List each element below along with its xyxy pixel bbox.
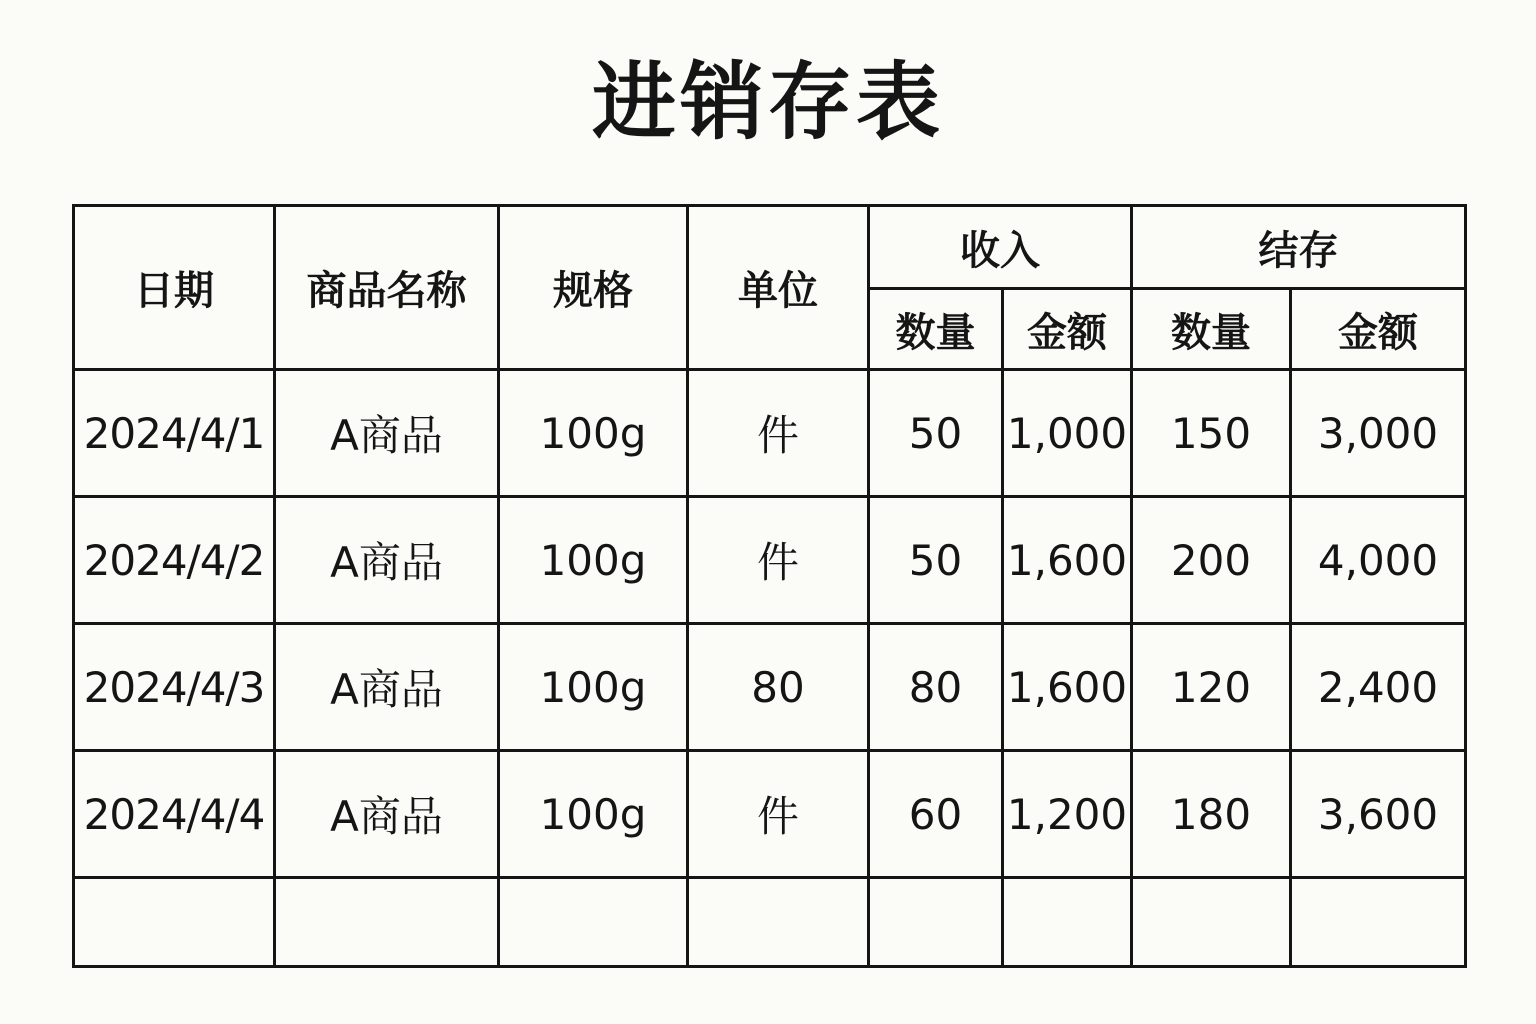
empty-cell [1132,878,1291,967]
cell-unit: 件 [688,497,869,624]
header-date: 日期 [74,206,275,370]
empty-cell [1291,878,1466,967]
cell-date: 2024/4/1 [74,370,275,497]
cell-stock-qty: 180 [1132,751,1291,878]
cell-income-qty: 50 [869,370,1003,497]
cell-date: 2024/4/4 [74,751,275,878]
header-stock-qty: 数量 [1132,289,1291,370]
cell-income-qty: 60 [869,751,1003,878]
cell-stock-amount: 2,400 [1291,624,1466,751]
header-stock: 结存 [1132,206,1466,289]
cell-spec: 100g [499,624,688,751]
empty-cell [74,878,275,967]
empty-cell [1003,878,1132,967]
cell-product: A商品 [275,624,499,751]
cell-spec: 100g [499,497,688,624]
header-spec: 规格 [499,206,688,370]
cell-date: 2024/4/3 [74,624,275,751]
table-row [74,370,1466,497]
header-income: 收入 [869,206,1132,289]
table-row [74,497,1466,624]
cell-spec: 100g [499,370,688,497]
cell-stock-qty: 200 [1132,497,1291,624]
page-title: 进销存表 [591,53,944,151]
cell-unit: 80 [688,624,869,751]
cell-spec: 100g [499,751,688,878]
cell-income-amount: 1,600 [1003,624,1132,751]
cell-income-amount: 1,600 [1003,497,1132,624]
empty-cell [275,878,499,967]
cell-date: 2024/4/2 [74,497,275,624]
cell-product: A商品 [275,497,499,624]
empty-cell [869,878,1003,967]
header-product-name: 商品名称 [275,206,499,370]
header-income-amount: 金额 [1003,289,1132,370]
cell-income-amount: 1,200 [1003,751,1132,878]
cell-product: A商品 [275,751,499,878]
cell-product: A商品 [275,370,499,497]
cell-income-qty: 50 [869,497,1003,624]
table-row [74,751,1466,878]
cell-unit: 件 [688,370,869,497]
table-row [74,624,1466,751]
cell-income-qty: 80 [869,624,1003,751]
cell-stock-amount: 3,000 [1291,370,1466,497]
header-income-qty: 数量 [869,289,1003,370]
empty-table-row [74,878,1466,967]
cell-stock-amount: 3,600 [1291,751,1466,878]
header-row-1 [74,206,1466,289]
cell-income-amount: 1,000 [1003,370,1132,497]
inventory-table [72,204,1467,968]
header-stock-amount: 金额 [1291,289,1466,370]
cell-unit: 件 [688,751,869,878]
empty-cell [688,878,869,967]
cell-stock-qty: 150 [1132,370,1291,497]
header-unit: 单位 [688,206,869,370]
cell-stock-amount: 4,000 [1291,497,1466,624]
empty-cell [499,878,688,967]
cell-stock-qty: 120 [1132,624,1291,751]
